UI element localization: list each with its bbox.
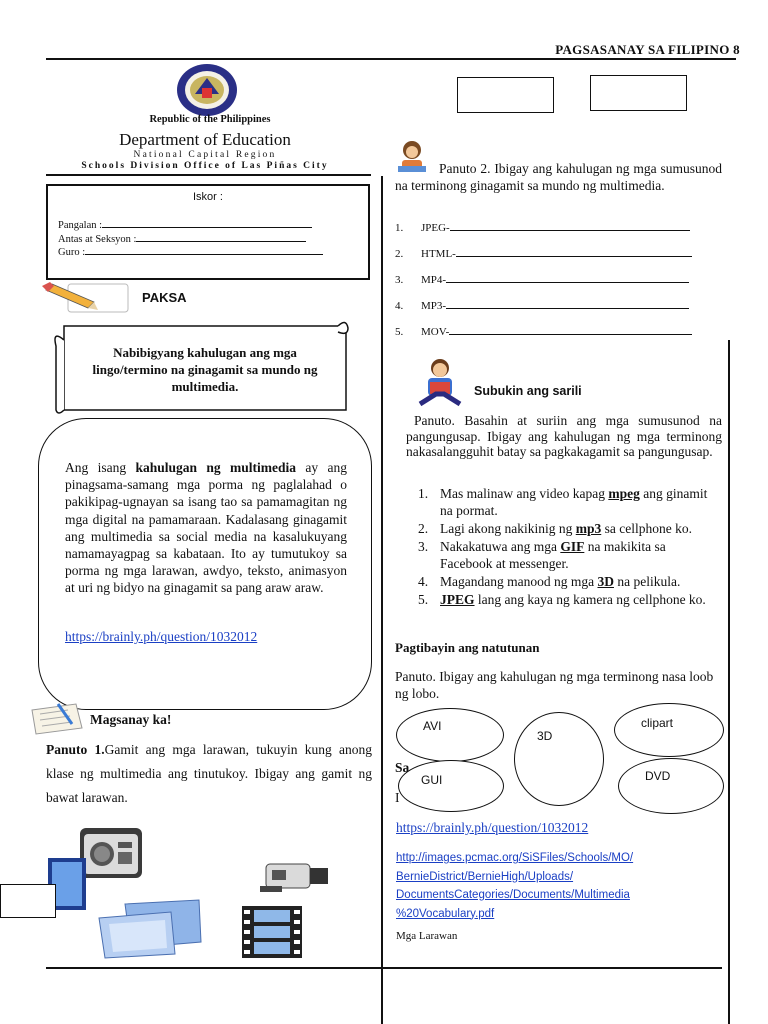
department-label: Department of Education — [119, 130, 291, 149]
subukin-item: 2. Lagi akong nakikinig ng mp3 sa cellphone ko. — [418, 521, 692, 536]
panuto2-item[interactable]: 4. MP3- — [395, 300, 689, 312]
pagtibayin-panuto: Panuto. Ibigay ang kahulugan ng mga terminong nasa loob ng lobo. — [395, 669, 714, 701]
page-header-title: PAGSASANAY SA FILIPINO 8 — [555, 42, 740, 57]
subukin-title: Subukin ang sarili — [474, 384, 582, 398]
guro-field[interactable] — [58, 247, 323, 258]
panuto2-item[interactable]: 2. HTML- — [395, 248, 692, 260]
subukin-item: 3. Nakakatuwa ang mga GIF na makikita sa Facebook at messenger. — [418, 539, 666, 571]
definition-box — [38, 418, 372, 710]
pangalan-label: Pangalan : — [58, 220, 103, 231]
deped-rule — [46, 174, 371, 176]
column-divider — [381, 176, 383, 1024]
subukin-item: 5. JPEG lang ang kaya ng kamera ng cellphone ko. — [418, 592, 706, 607]
source-link-brainly[interactable]: https://brainly.ph/question/1032012 — [396, 820, 589, 835]
balloon-3d: 3D — [514, 712, 604, 806]
hidden-text-fragment-2: I — [395, 790, 400, 805]
division-label: Schools Division Office of Las Piñas City — [81, 161, 329, 171]
panuto2-item[interactable]: 5. MOV- — [395, 326, 692, 338]
mga-larawan-label: Mga Larawan — [396, 930, 458, 942]
iskor-label: Iskor : — [193, 191, 223, 203]
student-info-box — [46, 184, 370, 280]
definition-text: Ang isang kahulugan ng multimedia ay ang pinagsama-samang mga porma ng paglalahad o pakikipag-ugnayan sa isang tao sa pamamagitan ng mga digital na pamamaraan. Kadalasang ginagamit ang multimedia sa social media na kasalukuyang namamayagpag sa kabataan. Ito ay tumutukoy sa porma ng mga larawan, awdyo, teksto, animasyon at uri ng bidyo na ginagamit sa pang araw araw. — [65, 460, 348, 596]
pencil-paper-icon — [40, 280, 132, 316]
antas-label: Antas at Seksyon : — [58, 234, 137, 245]
blank-box-1 — [457, 77, 554, 113]
deped-seal-icon — [175, 62, 239, 118]
source-link-pcmac[interactable]: http://images.pcmac.org/SiSFiles/Schools/MO/ BernieDistrict/BernieHigh/Uploads/ DocumentsCategories/Documents/Multimedia %20Vocabulary.pdf — [396, 852, 634, 920]
paksa-label: PAKSA — [142, 290, 187, 305]
white-label-box — [0, 884, 56, 918]
balloon-dvd: DVD — [618, 758, 724, 814]
blank-box-2 — [590, 75, 687, 111]
subukin-item: 4. Magandang manood ng mga 3D na pelikula. — [418, 574, 681, 589]
balloon-clipart: clipart — [614, 703, 724, 757]
writing-hand-icon — [28, 700, 86, 736]
tablets-icon — [95, 898, 205, 960]
subukin-panuto: Panuto. Basahin at suriin ang mga sumusunod na pangungusap. Ibigay ang kahulugan ng mga terminong nakasalangguhit batay sa pagkakagamit sa pangungusap. — [406, 413, 722, 459]
panuto1-text: Panuto 1.Gamit ang mga larawan, tukuyin kung anong klase ng multimedia ang tinutukoy. Ibigay ang gamit ng bawat larawan. — [46, 742, 372, 805]
balloon-gui: GUI — [398, 760, 504, 812]
pagtibayin-title: Pagtibayin ang natutunan — [395, 640, 540, 655]
header-rule — [46, 58, 736, 60]
antas-field[interactable] — [58, 234, 306, 245]
pangalan-field[interactable] — [58, 220, 312, 231]
magsanay-title: Magsanay ka! — [90, 712, 172, 727]
guro-label: Guro : — [58, 247, 86, 258]
region-label: National Capital Region — [133, 150, 277, 160]
subukin-list — [418, 485, 720, 608]
definition-source-link[interactable]: https://brainly.ph/question/1032012 — [65, 629, 258, 644]
paksa-text: Nabibigyang kahulugan ang mga lingo/termino na ginagamit sa mundo ng multimedia. — [92, 345, 318, 394]
republic-label: Republic of the Philippines — [149, 114, 271, 125]
boy-reading-icon — [412, 356, 468, 408]
hidden-text-fragment: Sa — [395, 760, 410, 775]
balloon-avi: AVI — [396, 708, 504, 762]
camcorder-icon — [256, 856, 332, 898]
subukin-item: 1. Mas malinaw ang video kapag mpeg ang ginamit na pormat. — [418, 486, 708, 518]
film-strip-icon — [240, 904, 304, 960]
paksa-scroll — [50, 320, 355, 416]
panuto2-text: Panuto 2. Ibigay ang kahulugan ng mga sumusunod na terminong ginagamit sa mundo ng multimedia. — [395, 161, 722, 193]
right-edge-line — [728, 340, 730, 1024]
panuto2-item[interactable]: 3. MP4- — [395, 274, 689, 286]
panuto2-item[interactable]: 1. JPEG- — [395, 222, 690, 234]
footer-rule — [46, 967, 722, 969]
